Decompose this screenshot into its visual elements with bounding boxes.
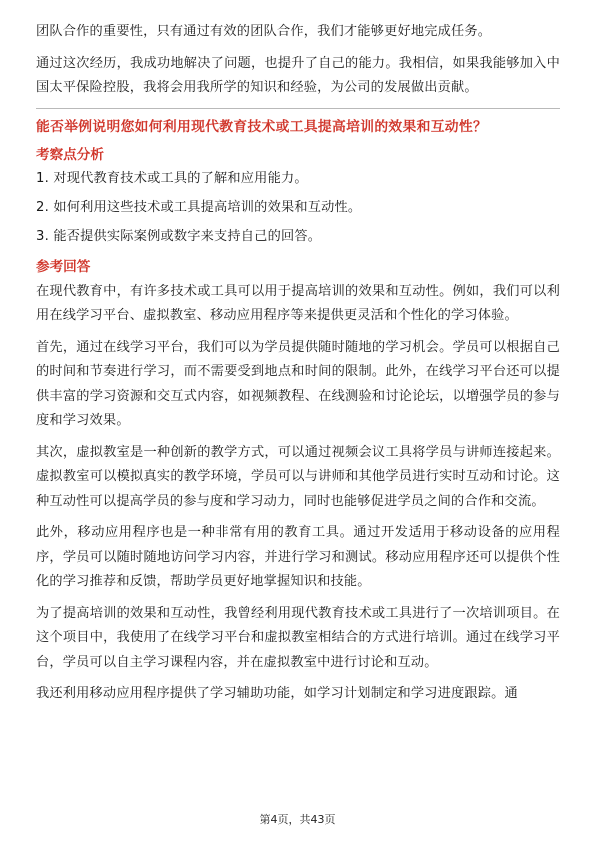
analysis-point: 3. 能否提供实际案例或数字来支持自己的回答。 [36,228,322,244]
intro-paragraph-2: 通过这次经历，我成功地解决了问题，也提升了自己的能力。我相信，如果我能够加入中国太平保险控股，我将会用我所学的知识和经验，为公司的发展做出贡献。 [36,55,560,95]
page-number-footer: 第4页，共43页 [259,813,336,826]
intro-paragraph-1: 团队合作的重要性，只有通过有效的团队合作，我们才能够更好地完成任务。 [36,24,492,39]
answer-paragraph-2: 首先，通过在线学习平台，我们可以为学员提供随时随地的学习机会。学员可以根据自己的时间和节奏进行学习，而不需要受到地点和时间的限制。此外，在线学习平台还可以提供丰富的学习资源和交互式内容，如视频教程、在线测验和讨论论坛，以增强学员的参与度和学习效果。 [36,339,560,428]
answer-paragraph-6: 我还利用移动应用程序提供了学习辅助功能，如学习计划制定和学习进度跟踪。通 [36,686,518,701]
answer-heading: 参考回答 [36,258,91,275]
answer-paragraph-1: 在现代教育中，有许多技术或工具可以用于提高培训的效果和互动性。例如，我们可以利用在线学习平台、虚拟教室、移动应用程序等来提供更灵活和个性化的学习体验。 [36,283,560,323]
section-divider [36,108,560,109]
analysis-heading: 考察点分析 [36,146,104,163]
answer-paragraph-5: 为了提高培训的效果和互动性，我曾经利用现代教育技术或工具进行了一次培训项目。在这个项目中，我使用了在线学习平台和虚拟教室相结合的方式进行培训。通过在线学习平台，学员可以自主学习课程内容，并在虚拟教室中进行讨论和互动。 [36,605,560,670]
analysis-points-list [36,168,560,248]
question-heading: 能否举例说明您如何利用现代教育技术或工具提高培训的效果和互动性？ [36,118,488,135]
page-content [36,20,560,714]
analysis-point: 2. 如何利用这些技术或工具提高培训的效果和互动性。 [36,199,362,215]
answer-paragraph-4: 此外，移动应用程序也是一种非常有用的教育工具。通过开发适用于移动设备的应用程序，学员可以随时随地访问学习内容，并进行学习和测试。移动应用程序还可以提供个性化的学习推荐和反馈，帮助学员更好地掌握知识和技能。 [36,525,560,589]
answer-paragraph-3: 其次，虚拟教室是一种创新的教学方式，可以通过视频会议工具将学员与讲师连接起来。虚拟教室可以模拟真实的教学环境，学员可以与讲师和其他学员进行实时互动和讨论。这种互动性可以提高学员的参与度和学习动力，同时也能够促进学员之间的合作和交流。 [36,444,560,509]
analysis-point: 1. 对现代教育技术或工具的了解和应用能力。 [36,170,308,186]
